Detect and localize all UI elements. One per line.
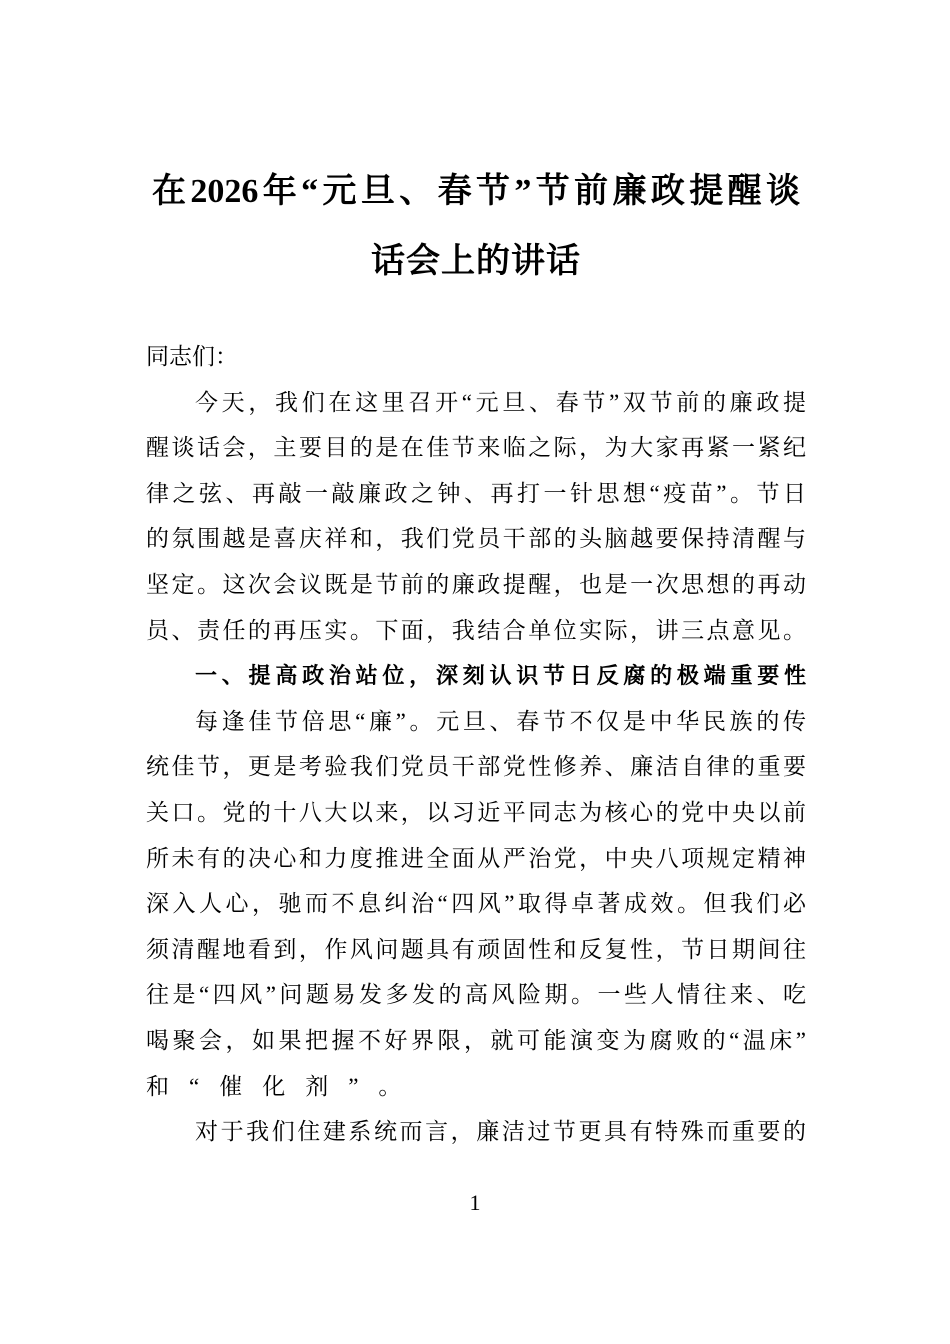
paragraph-2 (146, 699, 806, 1109)
text-line: 喝聚会，如果把握不好界限，就可能演变为腐败的“温床” (146, 1027, 806, 1053)
text-line: 所未有的决心和力度推进全面从严治党，中央八项规定精神 (146, 845, 806, 871)
text-line: 须清醒地看到，作风问题具有顽固性和反复性，节日期间往 (146, 936, 806, 962)
text-line: 每逢佳节倍思“廉”。元旦、春节不仅是中华民族的传 (195, 708, 806, 734)
salutation: 同志们： (146, 344, 238, 369)
text-line: 员、责任的再压实。下面，我结合单位实际，讲三点意见。 (146, 617, 806, 643)
text-line: 对于我们住建系统而言，廉洁过节更具有特殊而重要的 (195, 1119, 806, 1145)
text-line: 律之弦、再敲一敲廉政之钟、再打一针思想“疫苗”。节日 (146, 480, 806, 506)
text-line: 的氛围越是喜庆祥和，我们党员干部的头脑越要保持清醒与 (146, 526, 806, 552)
text-line: 坚定。这次会议既是节前的廉政提醒，也是一次思想的再动 (146, 571, 806, 597)
text-line: 统佳节，更是考验我们党员干部党性修养、廉洁自律的重要 (146, 754, 806, 780)
text-line: 醒谈话会，主要目的是在佳节来临之际，为大家再紧一紧纪 (146, 435, 806, 461)
text-line: 和“催化剂”。 (146, 1073, 422, 1099)
text-line: 今天，我们在这里召开“元旦、春节”双节前的廉政提 (195, 389, 806, 415)
paragraph-3 (146, 1109, 806, 1155)
paragraph-1 (146, 380, 806, 654)
text-line: 往是“四风”问题易发多发的高风险期。一些人情往来、吃 (146, 982, 806, 1008)
text-line: 关口。党的十八大以来，以习近平同志为核心的党中央以前 (146, 799, 806, 825)
section-heading: 一、提高政治站位，深刻认识节日反腐的极端重要性 (195, 663, 806, 689)
document-body (146, 334, 806, 1155)
text-line: 深入人心，驰而不息纠治“四风”取得卓著成效。但我们必 (146, 891, 806, 917)
document-title-line-2: 话会上的讲话 (371, 243, 581, 280)
document-title-line-1: 在2026年“元旦、春节”节前廉政提醒谈 (152, 173, 800, 210)
page-number: 1 (469, 1190, 481, 1215)
